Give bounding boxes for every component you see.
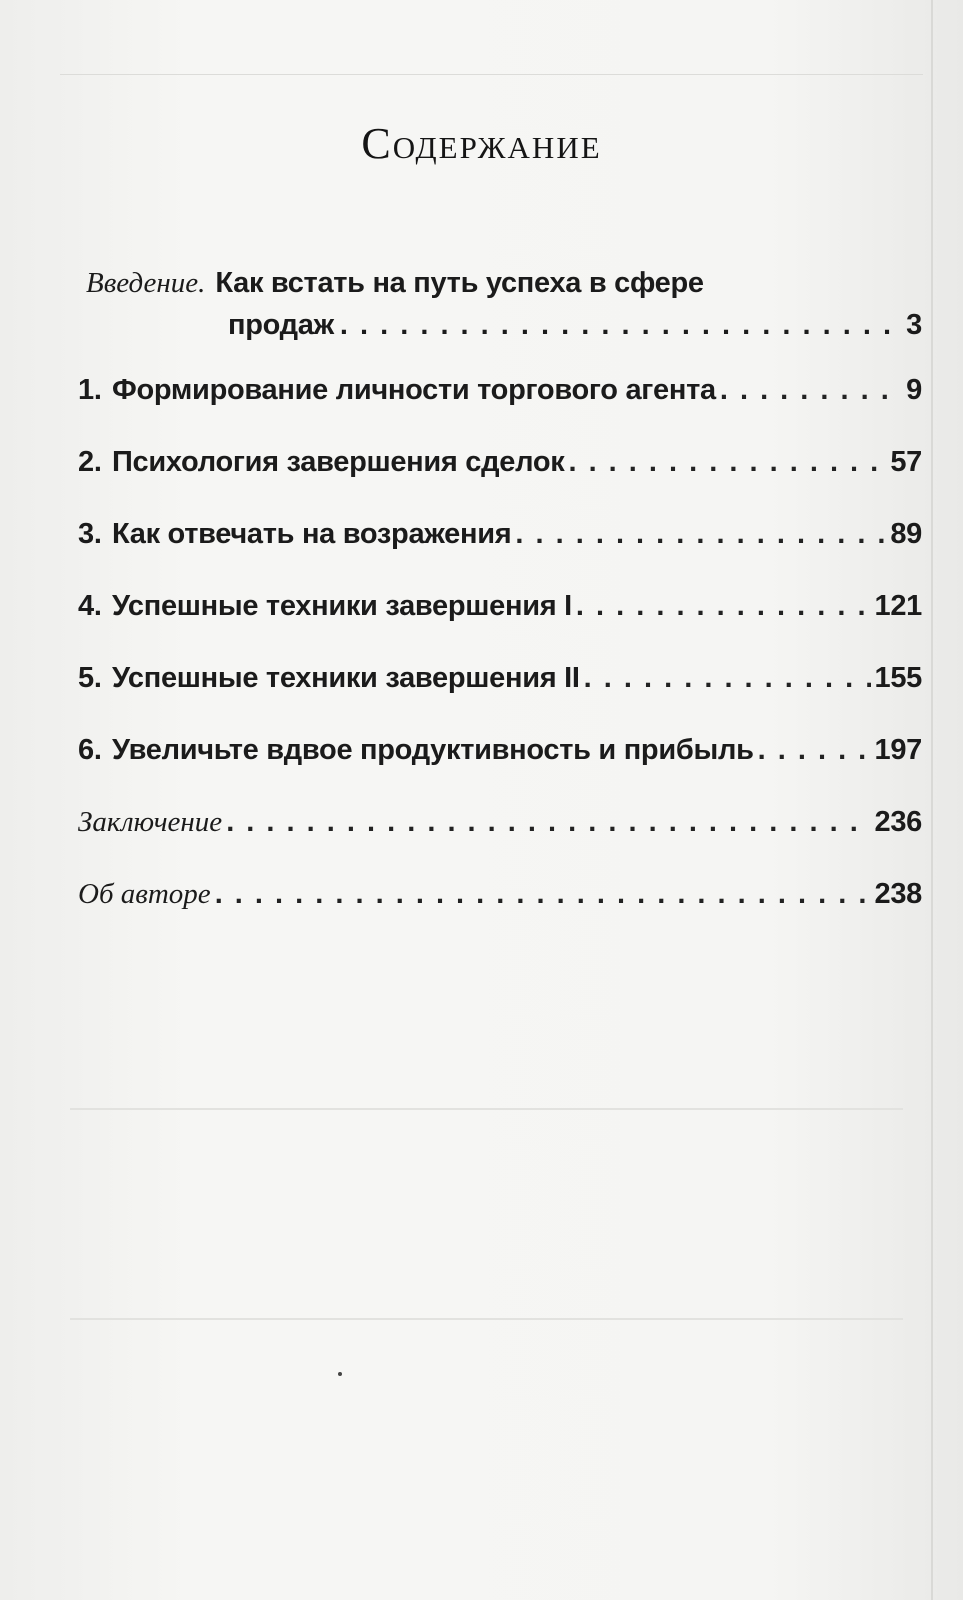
leader-dots	[226, 804, 870, 840]
chapter-title: Увеличьте вдвое продуктивность и прибыль	[112, 734, 754, 766]
chapter-page: 121	[874, 590, 922, 622]
chapter-number: 6.	[78, 734, 102, 766]
leader-dots	[568, 444, 886, 480]
page-edge-shadow	[931, 0, 933, 1600]
toc-entry-chapter-2[interactable]	[78, 444, 922, 480]
leader-dots	[215, 876, 871, 912]
chapter-title: Психология завершения сделок	[112, 446, 565, 478]
about-author-page: 238	[874, 878, 922, 910]
leader-dots	[576, 588, 871, 624]
toc-intro-title-line2: продаж	[228, 309, 334, 341]
printer-mark	[338, 1372, 342, 1376]
chapter-number: 4.	[78, 590, 102, 622]
toc-intro-page: 3	[906, 309, 922, 341]
chapter-page: 9	[906, 374, 922, 406]
chapter-number: 1.	[78, 374, 102, 406]
chapter-title: Успешные техники завершения II	[112, 662, 580, 694]
chapter-page: 57	[890, 446, 922, 478]
toc-entry-chapter-3[interactable]	[78, 516, 922, 552]
toc-intro-lead: Введение.	[86, 267, 206, 299]
toc-intro-title-line1: Как встать на путь успеха в сфере	[215, 267, 704, 299]
chapter-title: Формирование личности торгового агента	[112, 374, 716, 406]
chapter-title: Как отвечать на возражения	[112, 518, 512, 550]
bleed-through-line	[70, 1108, 903, 1110]
toc-entry-about-author[interactable]	[78, 876, 922, 912]
toc-entry-intro[interactable]	[78, 262, 922, 346]
chapter-page: 155	[874, 662, 922, 694]
chapter-title: Успешные техники завершения I	[112, 590, 572, 622]
bleed-through-line	[70, 1318, 903, 1320]
chapter-page: 197	[874, 734, 922, 766]
table-of-contents	[78, 262, 922, 948]
conclusion-page: 236	[874, 806, 922, 838]
toc-entry-chapter-6[interactable]	[78, 732, 922, 768]
leader-dots	[584, 660, 871, 696]
toc-entry-conclusion[interactable]	[78, 804, 922, 840]
leader-dots	[758, 732, 871, 768]
leader-dots	[340, 304, 900, 346]
page-title: Содержание	[361, 119, 602, 168]
leader-dots	[720, 372, 902, 408]
leader-dots	[515, 516, 886, 552]
chapter-number: 2.	[78, 446, 102, 478]
toc-entry-chapter-1[interactable]	[78, 372, 922, 408]
toc-entry-chapter-5[interactable]	[78, 660, 922, 696]
about-author-title: Об авторе	[78, 878, 211, 910]
toc-entry-chapter-4[interactable]	[78, 588, 922, 624]
conclusion-title: Заключение	[78, 806, 223, 838]
chapter-number: 5.	[78, 662, 102, 694]
chapter-page: 89	[890, 518, 922, 550]
chapter-number: 3.	[78, 518, 102, 550]
top-rule	[60, 74, 923, 75]
